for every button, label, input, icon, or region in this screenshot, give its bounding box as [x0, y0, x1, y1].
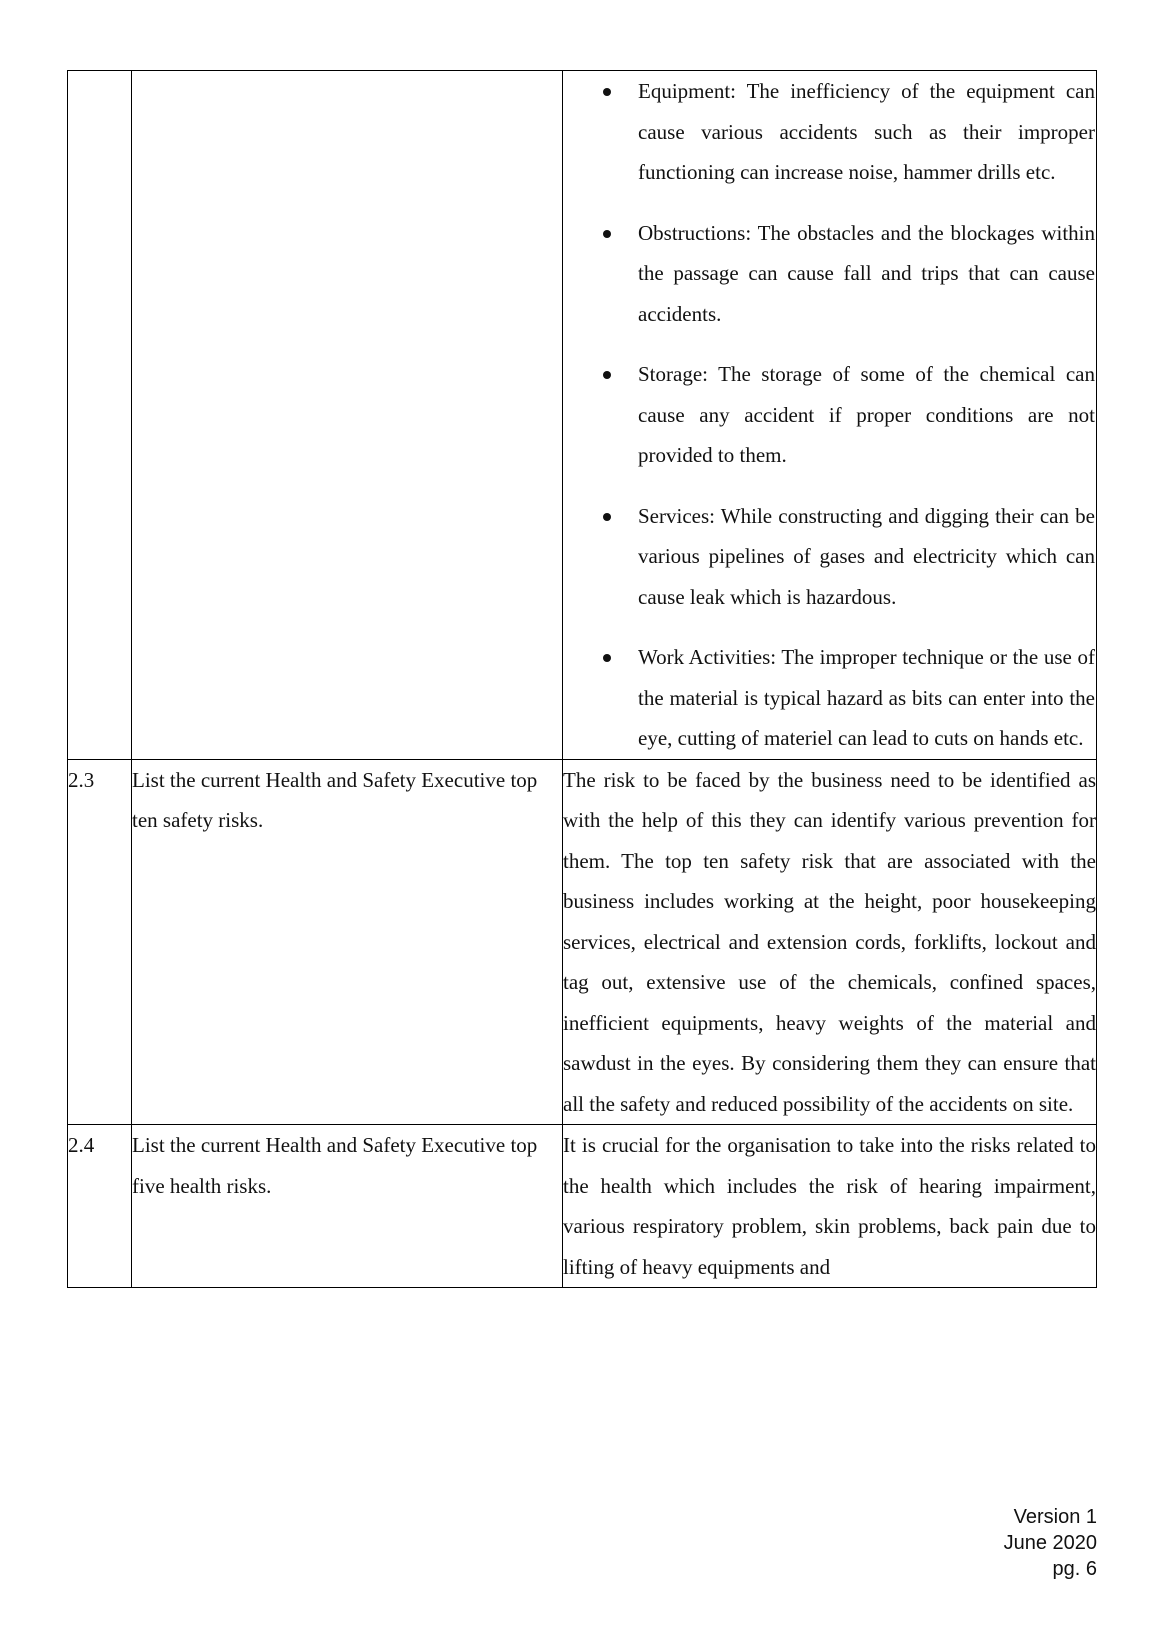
list-item-text: Obstructions: The obstacles and the blockages within the passage can cause fall and trips that can cause accidents. [638, 220, 1095, 326]
list-item [563, 213, 1096, 335]
question-text: List the current Health and Safety Executive top ten safety risks. [132, 759, 563, 1125]
bullet-icon [603, 513, 611, 521]
list-item-text: Equipment: The inefficiency of the equipment can cause various accidents such as their improper functioning can increase noise, hammer drills etc. [638, 79, 1095, 184]
question-cell [132, 71, 563, 760]
date-label: June 2020 [1003, 1532, 1097, 1554]
answer-text: The risk to be faced by the business need to be identified as with the help of this they can identify various prevention for them. The top ten safety risk that are associated with the business includes working at the height, poor housekeeping services, electrical and extension cords, forklifts, lockout and tag out, extensive use of the chemicals, confined spaces, inefficient equipments, heavy weights of the material and sawdust in the eyes. By considering them they can ensure that all the safety and reduced possibility of the accidents on site. [563, 759, 1097, 1125]
table-row [68, 759, 1097, 1125]
bullet-icon [603, 371, 611, 379]
page-footer [1004, 1504, 1097, 1582]
list-item-text: Work Activities: The improper technique or the use of the material is typical hazard as bits can enter into the eye, cutting of materiel can lead to cuts on hands etc. [638, 645, 1095, 750]
bullet-icon [603, 230, 611, 238]
row-number: 2.4 [68, 1125, 132, 1288]
list-item [563, 354, 1096, 476]
list-item [563, 496, 1096, 618]
version-label: Version 1 [1013, 1506, 1097, 1528]
hazard-list [563, 71, 1096, 759]
assessment-table [67, 70, 1097, 1288]
question-text: List the current Health and Safety Executive top five health risks. [132, 1125, 563, 1288]
row-number-cell [68, 71, 132, 760]
answer-text: It is crucial for the organisation to take into the risks related to the health which includes the risk of hearing impairment, various respiratory problem, skin problems, back pain due to lifting of heavy equipments and [563, 1125, 1097, 1288]
list-item-text: Services: While constructing and digging their can be various pipelines of gases and electricity which can cause leak which is hazardous. [638, 503, 1095, 609]
bullet-icon [603, 654, 611, 662]
list-item [563, 637, 1096, 759]
list-item [563, 71, 1096, 193]
table-row [68, 71, 1097, 760]
row-number: 2.3 [68, 759, 132, 1125]
table-row [68, 1125, 1097, 1288]
list-item-text: Storage: The storage of some of the chemical can cause any accident if proper conditions are not provided to them. [638, 362, 1095, 467]
answer-cell [563, 71, 1097, 760]
page-number: pg. 6 [1052, 1558, 1097, 1580]
bullet-icon [603, 88, 611, 96]
